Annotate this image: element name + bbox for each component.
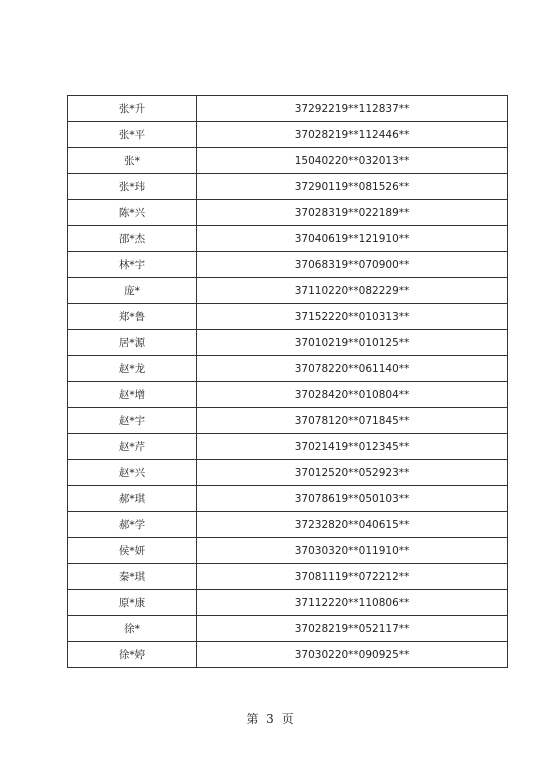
id-number-cell: 37068319**070900**: [197, 252, 508, 278]
name-cell: 张*: [68, 148, 197, 174]
id-number-cell: 37012520**052923**: [197, 460, 508, 486]
table-row: [68, 486, 508, 512]
id-number-cell: 37028219**112446**: [197, 122, 508, 148]
id-number-cell: 37232820**040615**: [197, 512, 508, 538]
table-row: [68, 96, 508, 122]
table-row: [68, 434, 508, 460]
name-cell: 林*宇: [68, 252, 197, 278]
table-row: [68, 304, 508, 330]
id-number-cell: 37112220**110806**: [197, 590, 508, 616]
name-cell: 张*平: [68, 122, 197, 148]
table-row: [68, 460, 508, 486]
name-cell: 郑*鲁: [68, 304, 197, 330]
name-cell: 秦*琪: [68, 564, 197, 590]
id-number-cell: 37028319**022189**: [197, 200, 508, 226]
name-cell: 原*康: [68, 590, 197, 616]
table-row: [68, 252, 508, 278]
table-row: [68, 356, 508, 382]
name-cell: 赵*增: [68, 382, 197, 408]
table-row: [68, 382, 508, 408]
table-row: [68, 226, 508, 252]
id-number-cell: 37040619**121910**: [197, 226, 508, 252]
table-row: [68, 330, 508, 356]
table-row: [68, 564, 508, 590]
name-cell: 居*源: [68, 330, 197, 356]
name-cell: 郝*琪: [68, 486, 197, 512]
table-row: [68, 200, 508, 226]
id-number-cell: 37078619**050103**: [197, 486, 508, 512]
id-number-cell: 15040220**032013**: [197, 148, 508, 174]
table-row: [68, 122, 508, 148]
id-number-cell: 37081119**072212**: [197, 564, 508, 590]
name-cell: 赵*芹: [68, 434, 197, 460]
id-number-cell: 37290119**081526**: [197, 174, 508, 200]
id-number-cell: 37028420**010804**: [197, 382, 508, 408]
name-cell: 张*升: [68, 96, 197, 122]
name-cell: 郝*学: [68, 512, 197, 538]
id-number-cell: 37110220**082229**: [197, 278, 508, 304]
id-number-cell: 37021419**012345**: [197, 434, 508, 460]
name-cell: 徐*婷: [68, 642, 197, 668]
id-number-cell: 37030220**090925**: [197, 642, 508, 668]
table-row: [68, 148, 508, 174]
table-row: [68, 538, 508, 564]
name-cell: 侯*妍: [68, 538, 197, 564]
table-row: [68, 512, 508, 538]
name-cell: 邵*杰: [68, 226, 197, 252]
id-number-cell: 37078120**071845**: [197, 408, 508, 434]
roster-table: [67, 95, 508, 668]
table-row: [68, 408, 508, 434]
id-number-cell: 37292219**112837**: [197, 96, 508, 122]
id-number-cell: 37010219**010125**: [197, 330, 508, 356]
table-row: [68, 642, 508, 668]
name-cell: 陈*兴: [68, 200, 197, 226]
name-cell: 徐*: [68, 616, 197, 642]
id-number-cell: 37030320**011910**: [197, 538, 508, 564]
name-cell: 庞*: [68, 278, 197, 304]
name-cell: 赵*兴: [68, 460, 197, 486]
id-number-cell: 37028219**052117**: [197, 616, 508, 642]
id-number-cell: 37152220**010313**: [197, 304, 508, 330]
table-row: [68, 174, 508, 200]
page-number: 第 3 页: [246, 712, 294, 726]
name-cell: 张*玮: [68, 174, 197, 200]
name-cell: 赵*宇: [68, 408, 197, 434]
table-row: [68, 590, 508, 616]
name-cell: 赵*龙: [68, 356, 197, 382]
table-row: [68, 616, 508, 642]
id-number-cell: 37078220**061140**: [197, 356, 508, 382]
roster-table-body: [68, 96, 508, 668]
table-row: [68, 278, 508, 304]
